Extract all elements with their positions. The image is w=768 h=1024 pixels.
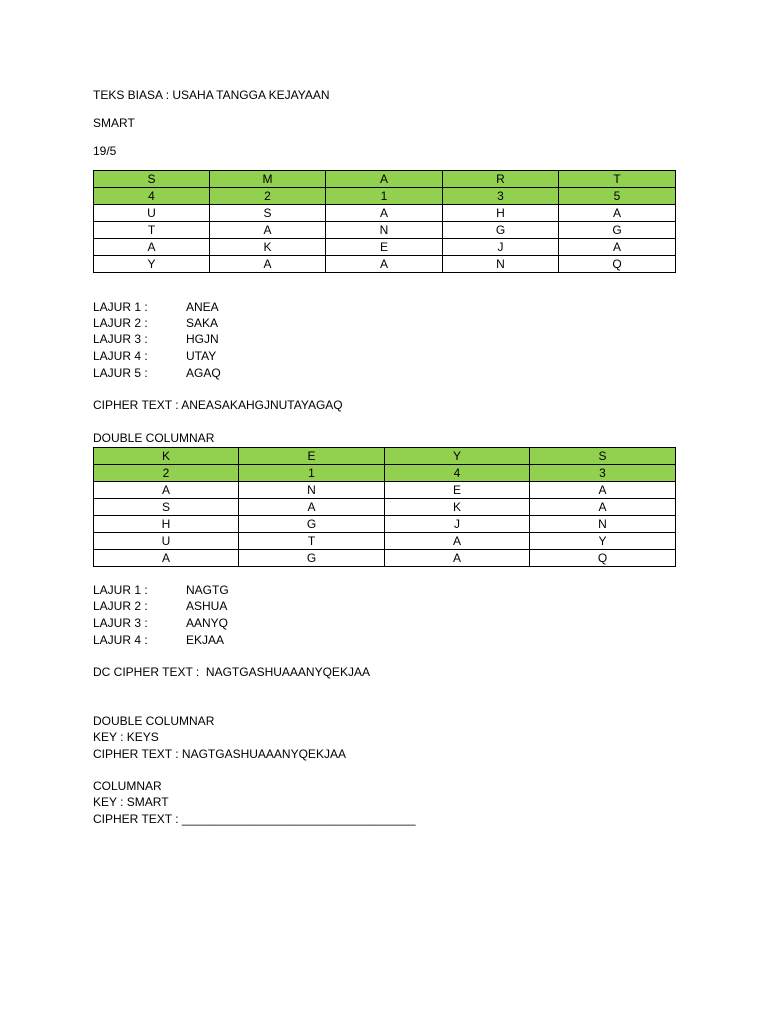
order-cell: 2 bbox=[94, 465, 239, 482]
table-cell: A bbox=[210, 222, 326, 239]
table-row bbox=[94, 550, 676, 567]
table-cell: A bbox=[559, 205, 676, 222]
table-cell: J bbox=[443, 239, 559, 256]
order-cell: 5 bbox=[559, 188, 676, 205]
key-cell: M bbox=[210, 171, 326, 188]
table-cell: A bbox=[559, 239, 676, 256]
lajur-value: AGAQ bbox=[186, 366, 221, 380]
cipher-text-line: CIPHER TEXT : ANEASAKAHGJNUTAYAGAQ bbox=[93, 398, 343, 412]
table-row bbox=[94, 516, 676, 533]
double-columnar-title: DOUBLE COLUMNAR bbox=[93, 431, 215, 445]
table-cell: A bbox=[385, 533, 530, 550]
table-cell: Q bbox=[530, 550, 676, 567]
lajur-label: LAJUR 3 : bbox=[93, 332, 148, 346]
table-row bbox=[94, 239, 676, 256]
exercise1-key-line: KEY : KEYS bbox=[93, 730, 159, 744]
table-cell: E bbox=[385, 482, 530, 499]
lajur-value: UTAY bbox=[186, 349, 217, 363]
table-cell: G bbox=[559, 222, 676, 239]
lajur-value: ANEA bbox=[186, 300, 219, 314]
table-cell: S bbox=[94, 499, 239, 516]
key-cell: Y bbox=[385, 448, 530, 465]
table-cell: G bbox=[443, 222, 559, 239]
plain-text-line: TEKS BIASA : USAHA TANGGA KEJAYAAN bbox=[93, 88, 330, 102]
key-cell: E bbox=[239, 448, 385, 465]
table-cell: H bbox=[443, 205, 559, 222]
lajur-label: LAJUR 5 : bbox=[93, 366, 148, 380]
lajur-label: LAJUR 4 : bbox=[93, 633, 148, 647]
table-cell: G bbox=[239, 550, 385, 567]
table-cell: T bbox=[239, 533, 385, 550]
table-row bbox=[94, 482, 676, 499]
table-cell: J bbox=[385, 516, 530, 533]
table-row bbox=[94, 533, 676, 550]
lajur-label: LAJUR 2 : bbox=[93, 316, 148, 330]
table-row bbox=[94, 499, 676, 516]
lajur-value: SAKA bbox=[186, 316, 219, 330]
table-cell: A bbox=[239, 499, 385, 516]
exercise2-key-line: KEY : SMART bbox=[93, 795, 169, 809]
table-cell: A bbox=[530, 482, 676, 499]
key-cell: S bbox=[94, 171, 210, 188]
table-row bbox=[94, 205, 676, 222]
table-cell: S bbox=[210, 205, 326, 222]
order-row bbox=[94, 188, 676, 205]
table-cell: Y bbox=[94, 256, 210, 273]
lajur-label: LAJUR 1 : bbox=[93, 583, 148, 597]
key-cell: K bbox=[94, 448, 239, 465]
lajur-value: HGJN bbox=[186, 332, 219, 346]
order-row bbox=[94, 465, 676, 482]
dc-cipher-text-line: DC CIPHER TEXT : NAGTGASHUAAANYQEKJAA bbox=[93, 665, 370, 679]
table-cell: A bbox=[326, 256, 443, 273]
order-cell: 1 bbox=[326, 188, 443, 205]
table-cell: N bbox=[326, 222, 443, 239]
table-cell: U bbox=[94, 533, 239, 550]
table-cell: N bbox=[530, 516, 676, 533]
table-cell: Q bbox=[559, 256, 676, 273]
key-row bbox=[94, 448, 676, 465]
table-cell: A bbox=[326, 205, 443, 222]
table-cell: Y bbox=[530, 533, 676, 550]
table-row bbox=[94, 256, 676, 273]
order-cell: 3 bbox=[530, 465, 676, 482]
order-cell: 2 bbox=[210, 188, 326, 205]
lajur-label: LAJUR 3 : bbox=[93, 616, 148, 630]
table-row bbox=[94, 222, 676, 239]
table-cell: N bbox=[239, 482, 385, 499]
lajur-value: AANYQ bbox=[186, 616, 229, 630]
exercise2-title: COLUMNAR bbox=[93, 779, 162, 793]
key-cell: T bbox=[559, 171, 676, 188]
order-cell: 1 bbox=[239, 465, 385, 482]
table-cell: U bbox=[94, 205, 210, 222]
exercise2-cipher-line: CIPHER TEXT : ___________________________________ bbox=[93, 812, 416, 826]
table-cell: A bbox=[94, 482, 239, 499]
table-cell: A bbox=[530, 499, 676, 516]
ratio-line: 19/5 bbox=[93, 144, 117, 158]
lajur-label: LAJUR 2 : bbox=[93, 599, 148, 613]
table-cell: K bbox=[210, 239, 326, 256]
columnar-table-keys bbox=[93, 447, 676, 567]
table-cell: T bbox=[94, 222, 210, 239]
key-row bbox=[94, 171, 676, 188]
lajur-value: NAGTG bbox=[186, 583, 229, 597]
key-cell: A bbox=[326, 171, 443, 188]
table-cell: E bbox=[326, 239, 443, 256]
table-cell: A bbox=[385, 550, 530, 567]
table-cell: H bbox=[94, 516, 239, 533]
key-line: SMART bbox=[93, 116, 135, 130]
lajur-label: LAJUR 1 : bbox=[93, 300, 148, 314]
exercise1-cipher-line: CIPHER TEXT : NAGTGASHUAAANYQEKJAA bbox=[93, 747, 346, 761]
order-cell: 3 bbox=[443, 188, 559, 205]
table-cell: K bbox=[385, 499, 530, 516]
table-cell: A bbox=[94, 550, 239, 567]
table-cell: N bbox=[443, 256, 559, 273]
table-cell: A bbox=[210, 256, 326, 273]
exercise1-title: DOUBLE COLUMNAR bbox=[93, 714, 215, 728]
columnar-table-smart bbox=[93, 170, 676, 273]
order-cell: 4 bbox=[94, 188, 210, 205]
order-cell: 4 bbox=[385, 465, 530, 482]
lajur-label: LAJUR 4 : bbox=[93, 349, 148, 363]
lajur-value: EKJAA bbox=[186, 633, 225, 647]
lajur-value: ASHUA bbox=[186, 599, 228, 613]
table-cell: A bbox=[94, 239, 210, 256]
table-cell: G bbox=[239, 516, 385, 533]
key-cell: R bbox=[443, 171, 559, 188]
key-cell: S bbox=[530, 448, 676, 465]
